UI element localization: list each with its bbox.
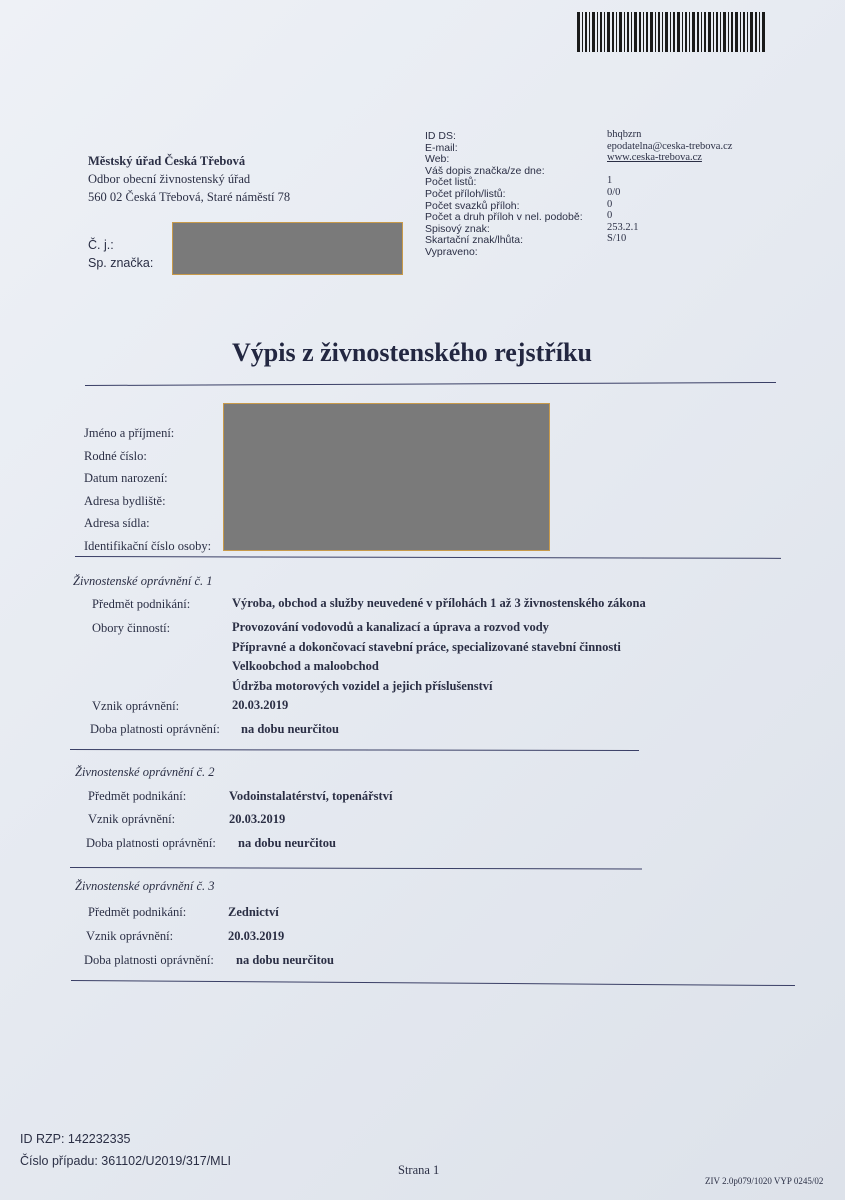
obor-item: Údržba motorových vozidel a jejich příslušenství xyxy=(232,678,493,693)
meta-value: 253.2.1 xyxy=(607,221,639,233)
meta-value-ids: bhqbzrn xyxy=(607,129,642,140)
vznik-value: 20.03.2019 xyxy=(228,929,285,943)
page-number: Strana 1 xyxy=(398,1163,440,1177)
meta-value xyxy=(607,164,732,176)
sender-address: 560 02 Česká Třebová, Staré náměstí 78 xyxy=(88,190,291,204)
meta-label: E-mail: xyxy=(425,141,458,154)
predmet-label: Předmět podnikání: xyxy=(88,905,187,919)
divider xyxy=(85,382,776,386)
person-label: Adresa sídla: xyxy=(84,516,150,531)
meta-values xyxy=(607,129,732,245)
sender-block xyxy=(88,152,290,206)
meta-label: Počet svazků příloh: xyxy=(425,199,520,212)
meta-label: Počet a druh příloh v nel. podobě: xyxy=(425,211,583,224)
redaction-box xyxy=(223,403,550,551)
barcode xyxy=(577,12,765,52)
meta-value: S/10 xyxy=(607,233,627,245)
meta-label: Spisový znak: xyxy=(425,222,490,235)
vznik-label: Vznik oprávnění: xyxy=(88,812,176,826)
meta-value: 0/0 xyxy=(607,186,621,198)
obor-item: Provozování vodovodů a kanalizací a úprava a rozvod vody xyxy=(232,620,549,634)
doba-label: Doba platnosti oprávnění: xyxy=(84,953,214,967)
predmet-label: Předmět podnikání: xyxy=(88,789,187,803)
divider xyxy=(71,980,795,986)
meta-value: 0 xyxy=(607,198,613,210)
vznik-value: 20.03.2019 xyxy=(229,812,286,826)
spzn-label: Sp. značka: xyxy=(88,256,154,270)
predmet-value: Vodoinstalatérství, topenářství xyxy=(229,789,393,803)
divider xyxy=(70,867,642,869)
obor-item: Velkoobchod a maloobchod xyxy=(232,659,379,674)
meta-label: Počet listů: xyxy=(425,176,477,189)
divider xyxy=(70,749,639,751)
section-heading: Živnostenské oprávnění č. 2 xyxy=(75,765,215,779)
meta-label: Web: xyxy=(425,153,450,166)
obory-label: Obory činností: xyxy=(92,621,171,635)
cj-label: Č. j.: xyxy=(88,238,114,252)
meta-label: Skartační znak/lhůta: xyxy=(425,234,524,247)
doba-value: na dobu neurčitou xyxy=(241,722,339,736)
doba-value: na dobu neurčitou xyxy=(238,836,336,850)
redaction-box xyxy=(172,222,403,275)
meta-label: Váš dopis značka/ze dne: xyxy=(425,164,545,177)
sender-department: Odbor obecní živnostenský úřad xyxy=(88,172,251,186)
person-label: Rodné číslo: xyxy=(84,448,147,463)
vznik-label: Vznik oprávnění: xyxy=(86,929,174,943)
person-label: Adresa bydliště: xyxy=(84,493,166,508)
meta-value-web-link[interactable]: www.ceska-trebova.cz xyxy=(607,152,702,164)
section-heading: Živnostenské oprávnění č. 1 xyxy=(73,574,213,588)
obor-item: Přípravné a dokončovací stavební práce, specializované stavební činnosti xyxy=(232,639,621,654)
doba-label: Doba platnosti oprávnění: xyxy=(90,722,220,736)
meta-label: ID DS: xyxy=(425,130,456,142)
case-number: Číslo případu: 361102/U2019/317/MLI xyxy=(20,1154,232,1168)
person-label: Datum narození: xyxy=(84,471,168,486)
person-label: Jméno a příjmení: xyxy=(84,426,175,440)
predmet-label: Předmět podnikání: xyxy=(92,597,191,611)
meta-label: Počet příloh/listů: xyxy=(425,187,506,200)
document-title: Výpis z živnostenského rejstříku xyxy=(232,338,592,367)
meta-labels xyxy=(425,131,583,259)
meta-value-email[interactable]: epodatelna@ceska-trebova.cz xyxy=(607,140,733,152)
reference-labels xyxy=(88,236,153,272)
doba-value: na dobu neurčitou xyxy=(236,953,334,967)
predmet-value: Zednictví xyxy=(228,905,279,919)
doba-label: Doba platnosti oprávnění: xyxy=(86,836,216,850)
form-code: ZIV 2.0p079/1020 VYP 0245/02 xyxy=(705,1176,824,1186)
obory-list xyxy=(232,618,621,696)
vznik-value: 20.03.2019 xyxy=(232,698,289,712)
predmet-value: Výroba, obchod a služby neuvedené v přílohách 1 až 3 živnostenského zákona xyxy=(232,596,646,610)
vznik-label: Vznik oprávnění: xyxy=(92,699,180,713)
sender-name: Městský úřad Česká Třebová xyxy=(88,154,246,168)
id-rzp: ID RZP: 142232335 xyxy=(20,1132,131,1146)
section-heading: Živnostenské oprávnění č. 3 xyxy=(75,879,215,893)
person-label: Identifikační číslo osoby: xyxy=(84,538,212,553)
meta-value: 1 xyxy=(607,175,613,187)
person-labels xyxy=(84,422,211,558)
footer-ids xyxy=(20,1128,231,1172)
meta-label: Vypraveno: xyxy=(425,245,478,258)
meta-value: 0 xyxy=(607,210,613,222)
